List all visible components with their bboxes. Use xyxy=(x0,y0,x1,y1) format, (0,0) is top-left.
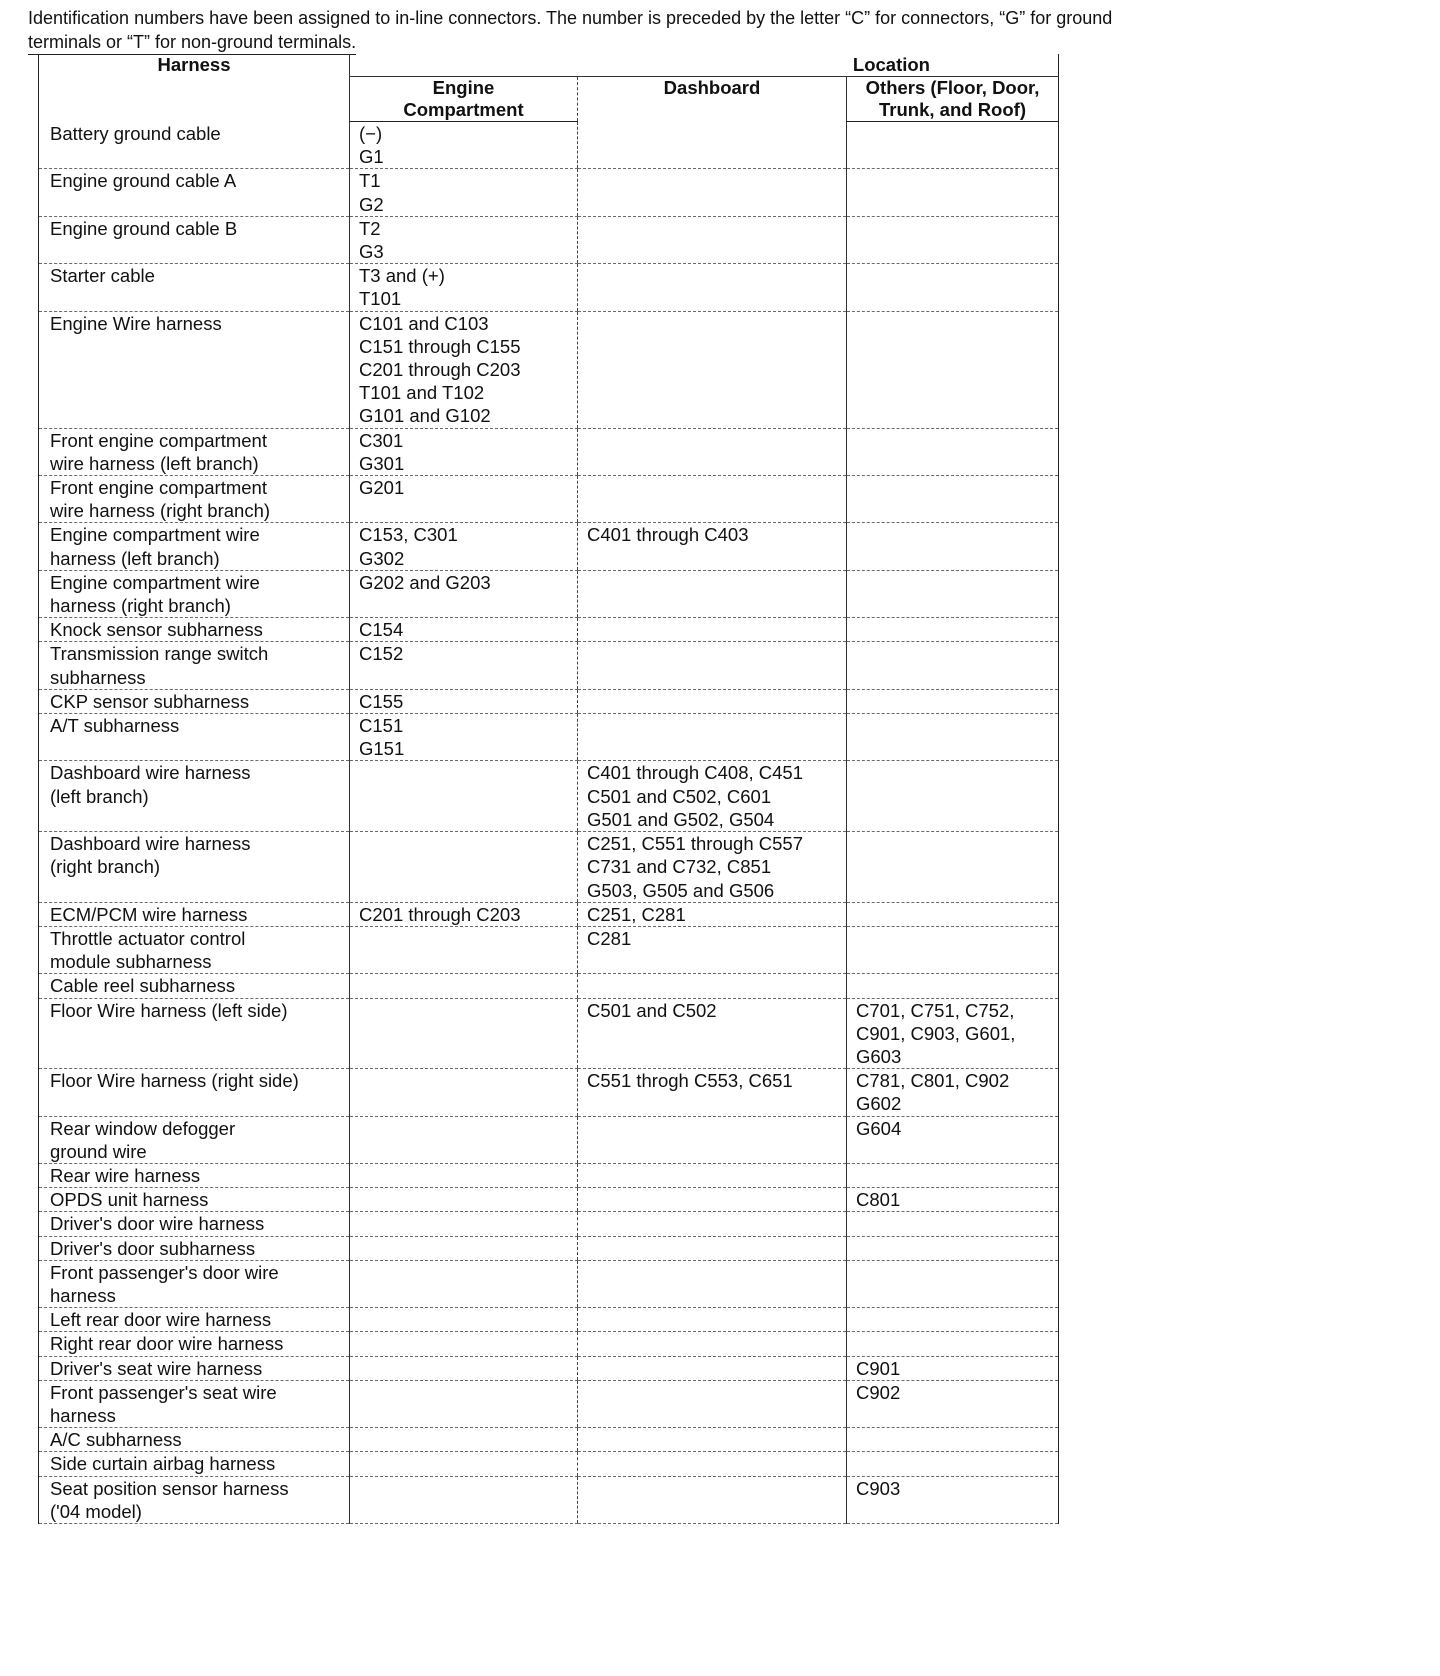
cell-others xyxy=(847,1428,1059,1452)
cell-others xyxy=(847,1332,1059,1356)
cell-dashboard: C401 through C403 xyxy=(578,523,847,570)
cell-dashboard xyxy=(578,264,847,311)
table-row xyxy=(39,264,1059,311)
header-engine-compartment: Engine Compartment xyxy=(350,77,578,122)
table-row xyxy=(39,428,1059,475)
cell-harness: A/C subharness xyxy=(39,1428,350,1452)
cell-engine-compartment xyxy=(350,1356,578,1380)
cell-harness: Rear window defogger ground wire xyxy=(39,1116,350,1163)
table-row xyxy=(39,998,1059,1069)
cell-others: C903 xyxy=(847,1476,1059,1523)
cell-engine-compartment xyxy=(350,1236,578,1260)
cell-dashboard xyxy=(578,1212,847,1236)
cell-engine-compartment xyxy=(350,974,578,998)
cell-others: C902 xyxy=(847,1380,1059,1427)
cell-harness: Front passenger's seat wire harness xyxy=(39,1380,350,1427)
cell-harness: Floor Wire harness (right side) xyxy=(39,1069,350,1116)
cell-engine-compartment: C155 xyxy=(350,689,578,713)
cell-others xyxy=(847,1260,1059,1307)
cell-others xyxy=(847,761,1059,832)
cell-harness: Front engine compartment wire harness (left branch) xyxy=(39,428,350,475)
cell-harness: Knock sensor subharness xyxy=(39,618,350,642)
table-row xyxy=(39,1212,1059,1236)
cell-dashboard xyxy=(578,1116,847,1163)
table-row xyxy=(39,1380,1059,1427)
intro-paragraph xyxy=(28,6,1408,56)
table-row xyxy=(39,761,1059,832)
header-row-top xyxy=(39,54,1059,77)
cell-dashboard xyxy=(578,169,847,216)
cell-dashboard xyxy=(578,1332,847,1356)
cell-engine-compartment: C154 xyxy=(350,618,578,642)
cell-engine-compartment xyxy=(350,998,578,1069)
cell-engine-compartment xyxy=(350,1116,578,1163)
cell-dashboard: C251, C281 xyxy=(578,902,847,926)
cell-engine-compartment: C101 and C103 C151 through C155 C201 through C203 T101 and T102 G101 and G102 xyxy=(350,311,578,428)
table-row xyxy=(39,689,1059,713)
cell-engine-compartment: G202 and G203 xyxy=(350,570,578,617)
table-row xyxy=(39,1236,1059,1260)
cell-others xyxy=(847,689,1059,713)
cell-dashboard xyxy=(578,974,847,998)
cell-others xyxy=(847,570,1059,617)
cell-harness: Driver's door wire harness xyxy=(39,1212,350,1236)
table-row xyxy=(39,1188,1059,1212)
cell-engine-compartment xyxy=(350,1308,578,1332)
cell-engine-compartment: C153, C301 G302 xyxy=(350,523,578,570)
cell-engine-compartment xyxy=(350,1212,578,1236)
cell-engine-compartment: T1 G2 xyxy=(350,169,578,216)
cell-others xyxy=(847,1452,1059,1476)
cell-others xyxy=(847,169,1059,216)
cell-others xyxy=(847,1308,1059,1332)
table-row xyxy=(39,1308,1059,1332)
cell-engine-compartment: C152 xyxy=(350,642,578,689)
cell-harness: Driver's door subharness xyxy=(39,1236,350,1260)
cell-engine-compartment xyxy=(350,1163,578,1187)
intro-line-1: Identification numbers have been assigned to in-line connectors. The number is preceded by the letter “C” for connectors, “G” for ground xyxy=(28,8,1113,28)
cell-harness: Driver's seat wire harness xyxy=(39,1356,350,1380)
cell-harness: Battery ground cable xyxy=(39,122,350,169)
cell-dashboard: C401 through C408, C451 C501 and C502, C601 G501 and G502, G504 xyxy=(578,761,847,832)
cell-harness: Seat position sensor harness ('04 model) xyxy=(39,1476,350,1523)
cell-dashboard xyxy=(578,618,847,642)
table-row xyxy=(39,974,1059,998)
cell-harness: Starter cable xyxy=(39,264,350,311)
table-row xyxy=(39,1476,1059,1523)
cell-dashboard xyxy=(578,570,847,617)
cell-engine-compartment: C151 G151 xyxy=(350,714,578,761)
table-row xyxy=(39,311,1059,428)
table-row xyxy=(39,642,1059,689)
table-row xyxy=(39,1356,1059,1380)
table-row xyxy=(39,926,1059,973)
cell-engine-compartment xyxy=(350,1260,578,1307)
cell-harness: Rear wire harness xyxy=(39,1163,350,1187)
harness-location-table xyxy=(38,54,1059,1524)
cell-harness: Engine ground cable B xyxy=(39,216,350,263)
table-row xyxy=(39,832,1059,903)
cell-others xyxy=(847,523,1059,570)
cell-harness: Engine compartment wire harness (left branch) xyxy=(39,523,350,570)
cell-engine-compartment xyxy=(350,1476,578,1523)
cell-dashboard xyxy=(578,1163,847,1187)
cell-dashboard xyxy=(578,1356,847,1380)
cell-dashboard: C501 and C502 xyxy=(578,998,847,1069)
cell-harness: Front passenger's door wire harness xyxy=(39,1260,350,1307)
cell-dashboard: C251, C551 through C557 C731 and C732, C851 G503, G505 and G506 xyxy=(578,832,847,903)
cell-harness: Throttle actuator control module subharness xyxy=(39,926,350,973)
cell-harness: Side curtain airbag harness xyxy=(39,1452,350,1476)
cell-others xyxy=(847,1236,1059,1260)
cell-others xyxy=(847,926,1059,973)
cell-dashboard xyxy=(578,428,847,475)
cell-harness: Right rear door wire harness xyxy=(39,1332,350,1356)
cell-dashboard xyxy=(578,1188,847,1212)
table-row xyxy=(39,1069,1059,1116)
table-row xyxy=(39,1428,1059,1452)
cell-dashboard xyxy=(578,216,847,263)
cell-engine-compartment xyxy=(350,1188,578,1212)
header-others: Others (Floor, Door, Trunk, and Roof) xyxy=(847,77,1059,122)
cell-dashboard: C551 throgh C553, C651 xyxy=(578,1069,847,1116)
cell-others: C781, C801, C902 G602 xyxy=(847,1069,1059,1116)
cell-dashboard xyxy=(578,1428,847,1452)
cell-others: C801 xyxy=(847,1188,1059,1212)
cell-others xyxy=(847,642,1059,689)
cell-others: C701, C751, C752, C901, C903, G601, G603 xyxy=(847,998,1059,1069)
cell-others xyxy=(847,832,1059,903)
cell-dashboard xyxy=(578,714,847,761)
table-body xyxy=(39,122,1059,1524)
cell-harness: CKP sensor subharness xyxy=(39,689,350,713)
header-location: Location xyxy=(350,54,1059,77)
table-row xyxy=(39,476,1059,523)
cell-harness: Engine compartment wire harness (right branch) xyxy=(39,570,350,617)
cell-dashboard xyxy=(578,1476,847,1523)
cell-others xyxy=(847,618,1059,642)
cell-dashboard xyxy=(578,311,847,428)
header-dashboard: Dashboard xyxy=(578,77,847,122)
cell-others xyxy=(847,714,1059,761)
cell-harness: Engine ground cable A xyxy=(39,169,350,216)
cell-engine-compartment xyxy=(350,1380,578,1427)
cell-harness: Dashboard wire harness (left branch) xyxy=(39,761,350,832)
cell-others xyxy=(847,974,1059,998)
table-row xyxy=(39,714,1059,761)
cell-harness: Transmission range switch subharness xyxy=(39,642,350,689)
cell-harness: Floor Wire harness (left side) xyxy=(39,998,350,1069)
cell-engine-compartment: C301 G301 xyxy=(350,428,578,475)
cell-others xyxy=(847,476,1059,523)
cell-dashboard xyxy=(578,1260,847,1307)
table-row xyxy=(39,1260,1059,1307)
cell-engine-compartment: (−) G1 xyxy=(350,122,578,169)
intro-line-2: terminals or “T” for non-ground terminals. xyxy=(28,30,356,55)
cell-others xyxy=(847,902,1059,926)
cell-harness: Cable reel subharness xyxy=(39,974,350,998)
cell-engine-compartment: G201 xyxy=(350,476,578,523)
table-row xyxy=(39,902,1059,926)
cell-others xyxy=(847,216,1059,263)
table-row xyxy=(39,216,1059,263)
table-row xyxy=(39,1163,1059,1187)
cell-dashboard xyxy=(578,1380,847,1427)
table-row xyxy=(39,570,1059,617)
cell-others xyxy=(847,264,1059,311)
table-row xyxy=(39,523,1059,570)
cell-dashboard xyxy=(578,642,847,689)
table-row xyxy=(39,1332,1059,1356)
cell-engine-compartment xyxy=(350,1452,578,1476)
cell-harness: Dashboard wire harness (right branch) xyxy=(39,832,350,903)
cell-harness: Left rear door wire harness xyxy=(39,1308,350,1332)
cell-engine-compartment xyxy=(350,1428,578,1452)
cell-dashboard xyxy=(578,1452,847,1476)
cell-harness: Engine Wire harness xyxy=(39,311,350,428)
cell-harness: A/T subharness xyxy=(39,714,350,761)
cell-engine-compartment: T2 G3 xyxy=(350,216,578,263)
cell-harness: OPDS unit harness xyxy=(39,1188,350,1212)
cell-others: C901 xyxy=(847,1356,1059,1380)
cell-engine-compartment xyxy=(350,1069,578,1116)
cell-others xyxy=(847,1212,1059,1236)
cell-engine-compartment xyxy=(350,1332,578,1356)
cell-dashboard xyxy=(578,1236,847,1260)
table-row xyxy=(39,1116,1059,1163)
table-row xyxy=(39,1452,1059,1476)
cell-others xyxy=(847,428,1059,475)
cell-others xyxy=(847,311,1059,428)
cell-others xyxy=(847,1163,1059,1187)
table-row xyxy=(39,618,1059,642)
cell-others: G604 xyxy=(847,1116,1059,1163)
cell-dashboard: C281 xyxy=(578,926,847,973)
cell-harness: Front engine compartment wire harness (right branch) xyxy=(39,476,350,523)
cell-dashboard xyxy=(578,476,847,523)
cell-others xyxy=(847,122,1059,169)
cell-dashboard xyxy=(578,689,847,713)
cell-engine-compartment xyxy=(350,832,578,903)
cell-engine-compartment xyxy=(350,761,578,832)
cell-dashboard xyxy=(578,1308,847,1332)
cell-dashboard xyxy=(578,122,847,169)
cell-engine-compartment: C201 through C203 xyxy=(350,902,578,926)
cell-engine-compartment: T3 and (+) T101 xyxy=(350,264,578,311)
table-row xyxy=(39,122,1059,169)
header-harness: Harness xyxy=(39,54,350,122)
cell-harness: ECM/PCM wire harness xyxy=(39,902,350,926)
table-row xyxy=(39,169,1059,216)
cell-engine-compartment xyxy=(350,926,578,973)
